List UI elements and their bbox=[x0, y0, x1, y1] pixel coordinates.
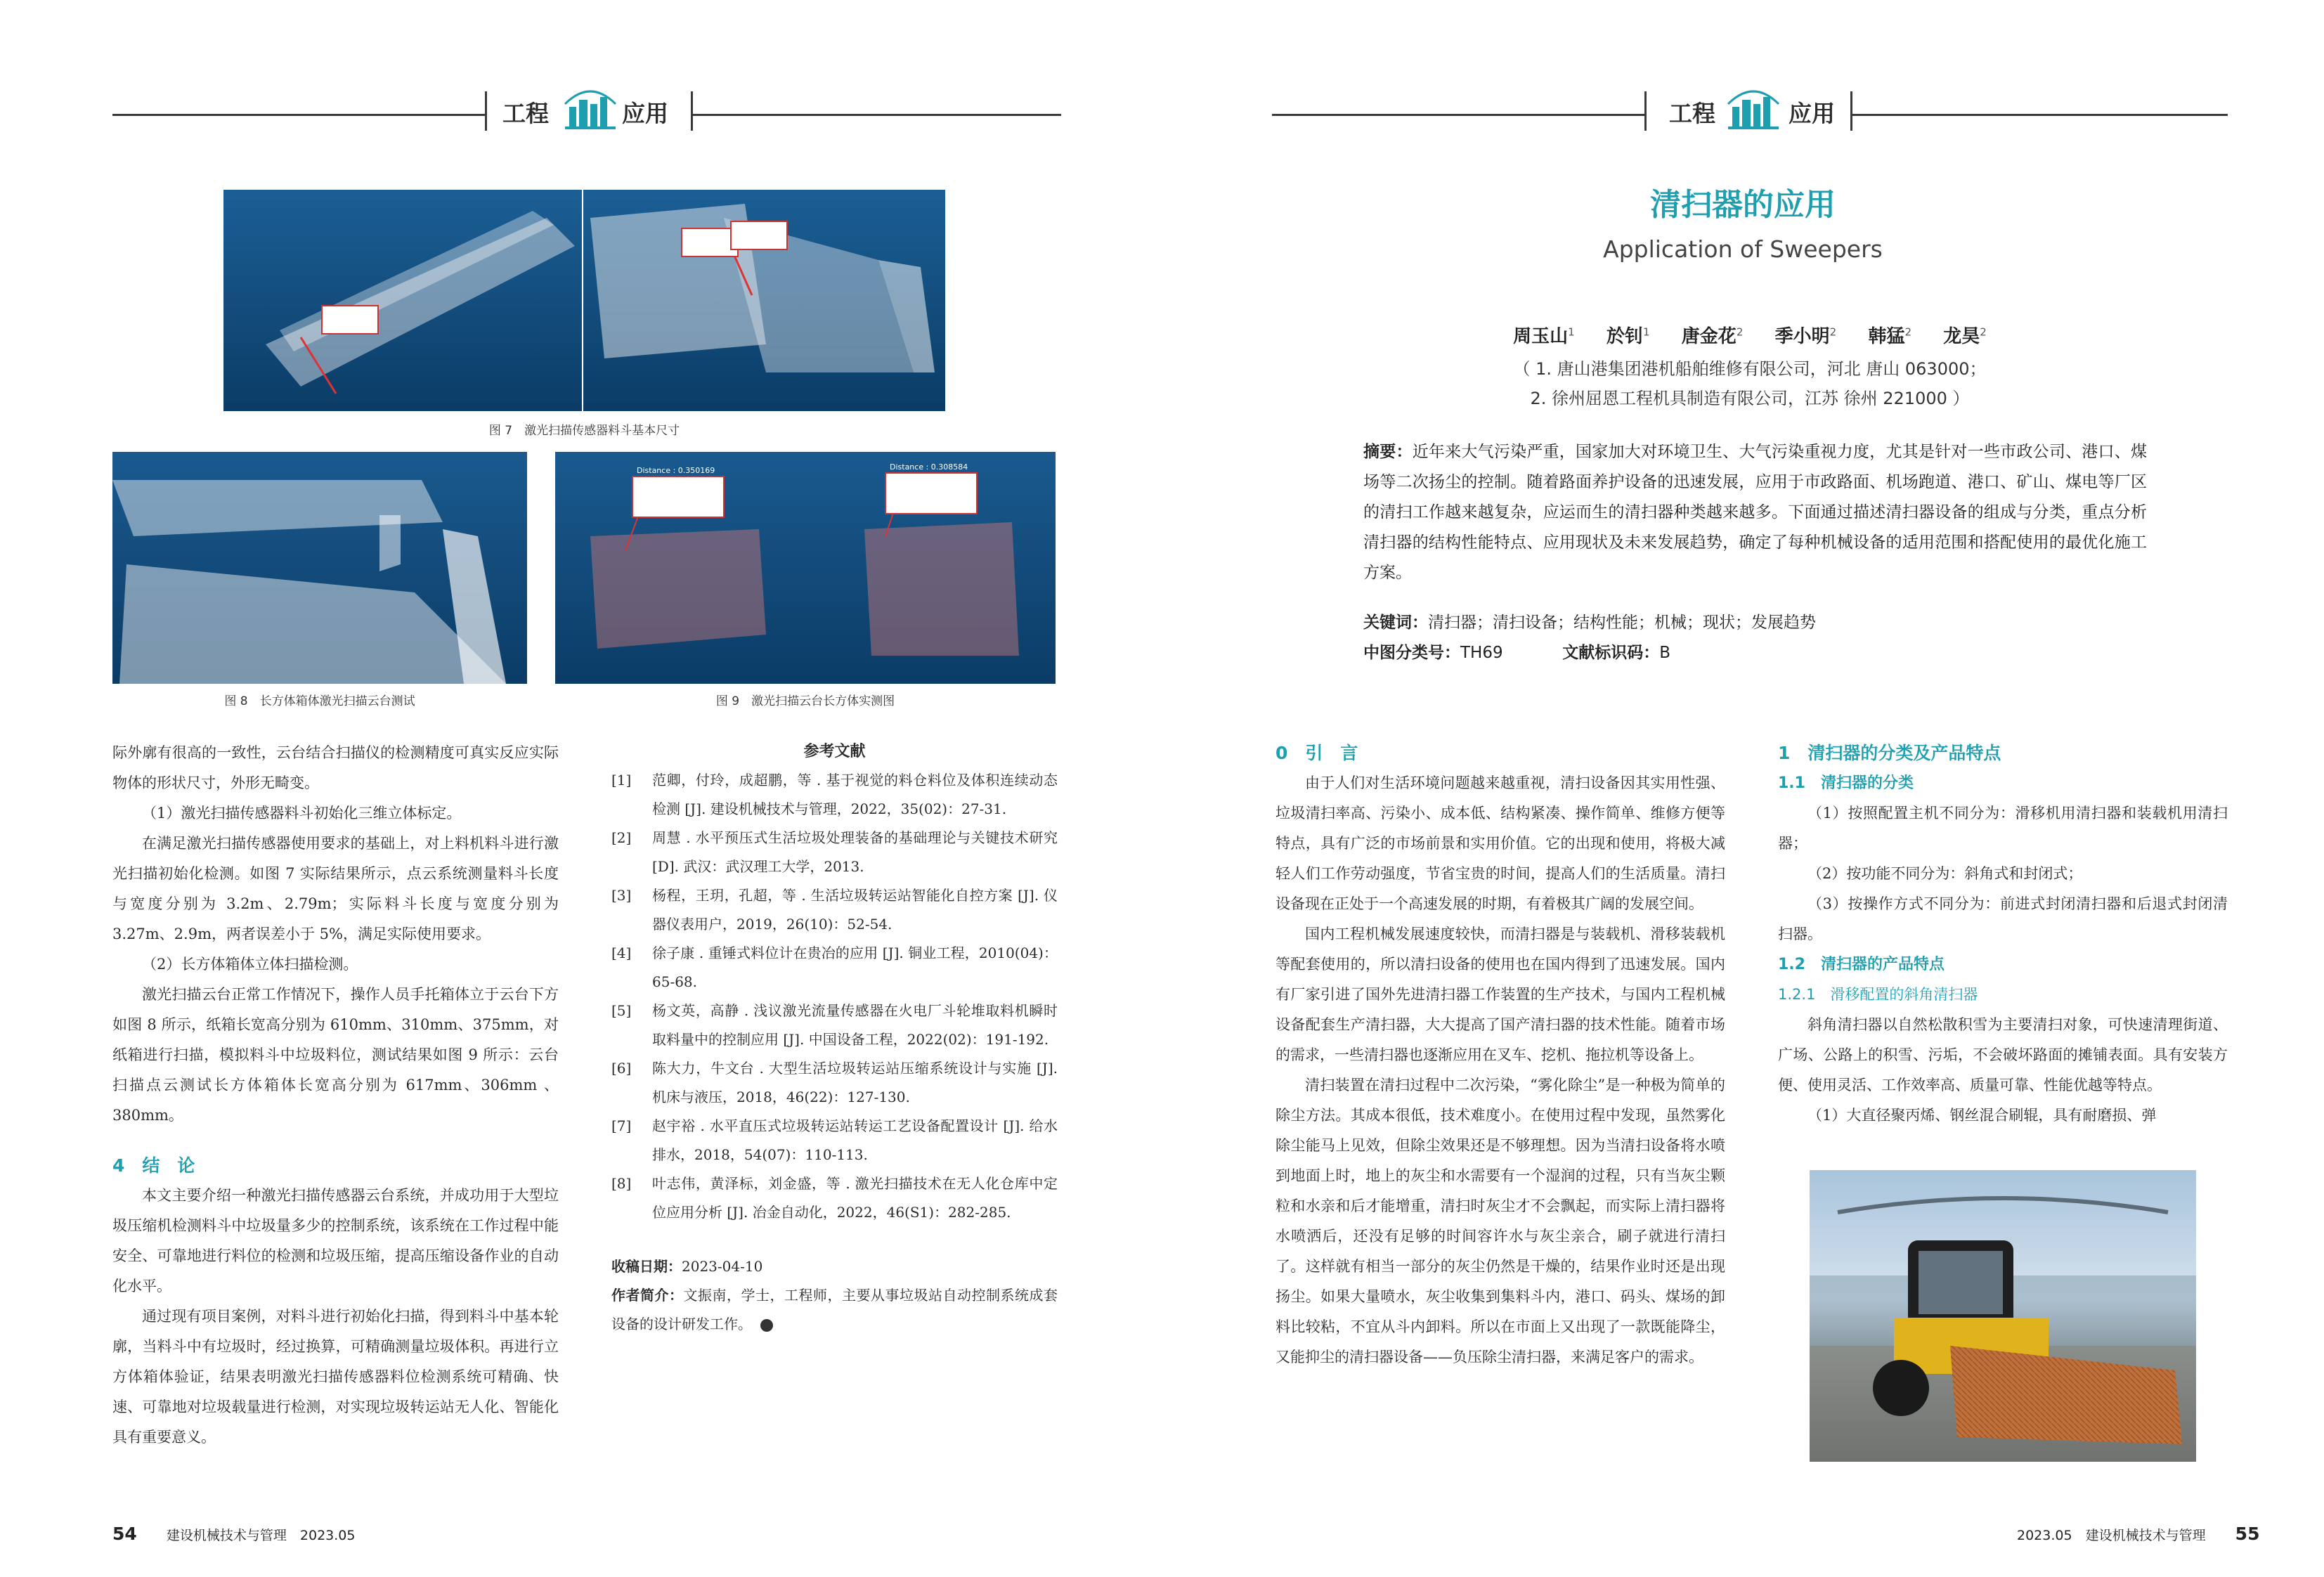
article-title-cn: 清扫器的应用 bbox=[1650, 187, 1836, 223]
header-label-left-2: 应用 bbox=[622, 100, 668, 127]
reference-number: [4] bbox=[611, 945, 632, 961]
reference-number: [8] bbox=[611, 1175, 632, 1192]
figure-8-caption: 图 8 长方体箱体激光扫描云台测试 bbox=[224, 694, 415, 708]
author-name: 唐金花 bbox=[1681, 326, 1736, 347]
reference-number: [6] bbox=[611, 1060, 632, 1077]
figure-9-box-b: Distance : 0.308584 bbox=[890, 462, 968, 472]
author-sup: 1 bbox=[1568, 325, 1575, 339]
author-bio-label: 作者简介： bbox=[611, 1287, 684, 1304]
author-sup: 2 bbox=[1980, 325, 1987, 339]
reference-text: 杨程，王玥，孔超，等 . 生活垃圾转运站智能化自控方案 [J]. 仪器仪表用户，2019，26(10)：52-54. bbox=[652, 887, 1058, 933]
right-column-1 bbox=[1275, 738, 1725, 1372]
reference-item bbox=[611, 1169, 1058, 1227]
reference-number: [7] bbox=[611, 1117, 632, 1134]
subsection-1-2-title: 1.2 清扫器的产品特点 bbox=[1778, 956, 1945, 973]
reference-text: 陈大力，牛文台 . 大型生活垃圾转运站压缩系统设计与实施 [J]. 机床与液压，2018，46(22)：127-130. bbox=[652, 1060, 1058, 1105]
header-label-right-1: 工程 bbox=[1669, 100, 1715, 127]
received-value: 2023-04-10 bbox=[682, 1258, 763, 1275]
conclusion-paragraph: 本文主要介绍一种激光扫描传感器云台系统，并成功用于大型垃圾压缩机检测料斗中垃圾量多少的控制系统，该系统在工作过程中能安全、可靠地进行料位的检测和垃圾压缩，提高压缩设备作业的自动化水平。 bbox=[112, 1187, 559, 1294]
author-sup: 2 bbox=[1736, 325, 1744, 339]
footer-right bbox=[2017, 1524, 2259, 1544]
header-rule-left-a bbox=[112, 114, 485, 116]
subsection-1-2-1-title: 1.2.1 滑移配置的斜角清扫器 bbox=[1778, 986, 1978, 1003]
intro-paragraph: 由于人们对生活环境问题越来越重视，清扫设备因其实用性强、垃圾清扫率高、污染小、成本低、结构紧凑、操作简单、维修方便等特点，具有广泛的市场前景和实用价值。它的出现和使用，将极大减轻人们工作劳动强度，节省宝贵的时间，提高人们的生活质量。清扫设备现在正处于一个高速发展的时期，有着极其广阔的发展空间。 bbox=[1275, 774, 1725, 912]
header-building-icon bbox=[562, 83, 618, 136]
sweeper-photo bbox=[1810, 1170, 2196, 1462]
author-list bbox=[1434, 322, 2066, 348]
classify-item: （1）按照配置主机不同分为：滑移机用清扫器和装载机用清扫器； bbox=[1778, 805, 2228, 852]
affiliation-2: 2. 徐州屈恩工程机具制造有限公司，江苏 徐州 221000 ） bbox=[1530, 389, 1970, 408]
journal-name-left: 建设机械技术与管理 2023.05 bbox=[166, 1528, 356, 1543]
left-column-1 bbox=[112, 738, 559, 1453]
keywords-text: 清扫器；清扫设备；结构性能；机械；现状；发展趋势 bbox=[1428, 614, 1816, 632]
author-sup: 2 bbox=[1904, 325, 1912, 339]
reference-item bbox=[611, 881, 1058, 939]
figure-9-caption: 图 9 激光扫描云台长方体实测图 bbox=[715, 694, 895, 708]
journal-name-right: 2023.05 建设机械技术与管理 bbox=[2017, 1528, 2206, 1543]
abstract-text: 近年来大气污染严重，国家加大对环境卫生、大气污染重视力度，尤其是针对一些市政公司、港口、煤场等二次扬尘的控制。随着路面养护设备的迅速发展，应用于市政路面、机场跑道、港口、矿山、煤电等厂区的清扫工作越来越复杂，应运而生的清扫器种类越来越多。下面通过描述清扫器设备的组成与分类，重点分析清扫器的结构性能特点、应用现状及未来发展趋势，确定了每种机械设备的适用范围和搭配使用的最优化施工方案。 bbox=[1363, 443, 2148, 582]
author-sup: 2 bbox=[1829, 325, 1837, 339]
reference-text: 叶志伟，黄泽标，刘金盛，等 . 激光扫描技术在无人化仓库中定位应用分析 [J]. 冶金自动化，2022，46(S1)：282-285. bbox=[652, 1175, 1058, 1221]
right-column-2 bbox=[1778, 738, 2228, 1131]
section-1-title: 1 清扫器的分类及产品特点 bbox=[1778, 743, 2001, 763]
intro-paragraph: 清扫装置在清扫过程中二次污染，“雾化除尘”是一种极为简单的除尘方法。其成本很低，技术难度小。在使用过程中发现，虽然雾化除尘能马上见效，但除尘效果还是不够理想。因为当清扫设备将水喷到地面上时，地上的灰尘和水需要有一个湿润的过程，只有当灰尘颗粒和水亲和后才能增重，清扫时灰尘才不会飘起，而实际上清扫器将水喷洒后，还没有足够的时间容许水与灰尘亲合，刷子就进行清扫了。这样就有相当一部分的灰尘仍然是干燥的，结果作业时还是出现扬尘。如果大量喷水，灰尘收集到集料斗内，港口、码头、煤场的卸料比较粘，不宜从斗内卸料。所以在市面上又出现了一款既能降尘，又能抑尘的清扫器设备——负压除尘清扫器，来满足客户的需求。 bbox=[1275, 1077, 1725, 1365]
figure-8 bbox=[112, 452, 527, 684]
page-number-left: 54 bbox=[112, 1524, 137, 1544]
references-title: 参考文献 bbox=[803, 743, 866, 760]
header-rule-right-b bbox=[1848, 114, 2228, 116]
intro-paragraph: 国内工程机械发展速度较快，而清扫器是与装载机、滑移装载机等配套使用的，所以清扫设备的使用也在国内得到了迅速发展。国内有厂家引进了国外先进清扫器工作装置的生产技术，与国内工程机械设备配套生产清扫器，大大提高了国产清扫器的技术性能。随着市场的需求，一些清扫器也逐渐应用在叉车、挖机、拖拉机等设备上。 bbox=[1275, 926, 1725, 1063]
author-name: 周玉山 bbox=[1513, 326, 1569, 347]
reference-item bbox=[611, 824, 1058, 881]
section-0-title: 0 引 言 bbox=[1275, 743, 1358, 763]
reference-text: 周慧 . 水平预压式生活垃圾处理装备的基础理论与关键技术研究 [D]. 武汉：武汉理工大学，2013. bbox=[652, 829, 1058, 875]
body-paragraph: （2）长方体箱体立体扫描检测。 bbox=[142, 956, 358, 973]
footer-left bbox=[112, 1524, 355, 1544]
page-number-right: 55 bbox=[2235, 1524, 2260, 1544]
figure-7a bbox=[223, 190, 582, 411]
affiliation-1: （ 1. 唐山港集团港机船舶维修有限公司，河北 唐山 063000； bbox=[1513, 359, 1987, 379]
reference-item bbox=[611, 997, 1058, 1054]
reference-number: [2] bbox=[611, 829, 632, 846]
received-date bbox=[611, 1252, 1058, 1281]
doc-code-label: 文献标识码： bbox=[1562, 644, 1660, 662]
reference-item bbox=[611, 766, 1058, 824]
abstract bbox=[1363, 437, 2147, 588]
classify-item: （2）按功能不同分为：斜角式和封闭式； bbox=[1807, 865, 2083, 882]
header-label-left-1: 工程 bbox=[502, 100, 549, 127]
doc-code-value: B bbox=[1659, 644, 1671, 662]
reference-text: 徐子康 . 重锤式料位计在贵冶的应用 [J]. 铜业工程，2010(04)：65-68. bbox=[652, 945, 1058, 990]
references-column bbox=[611, 738, 1058, 1339]
author-sup: 1 bbox=[1642, 325, 1650, 339]
reference-text: 杨文英，高静 . 浅议激光流量传感器在火电厂斗轮堆取料机瞬时取料量中的控制应用 [J]. 中国设备工程，2022(02)：191-192. bbox=[652, 1002, 1058, 1048]
figure-7b bbox=[583, 190, 945, 411]
feature-paragraph: 斜角清扫器以自然松散积雪为主要清扫对象，可快速清理街道、广场、公路上的积雪、污垢，不会破坏路面的摊铺表面。具有安装方便、使用灵活、工作效率高、质量可靠、性能优越等特点。 bbox=[1778, 1016, 2228, 1093]
keywords-label: 关键词： bbox=[1363, 614, 1428, 632]
figure-9 bbox=[555, 452, 1056, 684]
figure-7-caption: 图 7 激光扫描传感器料斗基本尺寸 bbox=[488, 424, 680, 438]
keywords bbox=[1363, 608, 2147, 638]
author-name: 韩猛 bbox=[1868, 326, 1905, 347]
reference-item bbox=[611, 1054, 1058, 1112]
reference-item bbox=[611, 939, 1058, 997]
classify-item: （3）按操作方式不同分为：前进式封闭清扫器和后退式封闭清扫器。 bbox=[1778, 895, 2228, 942]
body-paragraph: 在满足激光扫描传感器使用要求的基础上，对上料机料斗进行激光扫描初始化检测。如图 7 实际结果所示，点云系统测量料斗长度与宽度分别为 3.2m、2.79m；实际料斗长度与宽度分别为 3.27m、2.9m，两者误差小于 5%，满足实际使用要求。 bbox=[112, 835, 559, 942]
reference-number: [5] bbox=[611, 1002, 632, 1019]
reference-item bbox=[611, 1112, 1058, 1169]
body-paragraph: 激光扫描云台正常工作情况下，操作人员手托箱体立于云台下方如图 8 所示，纸箱长宽高分别为 610mm、310mm、375mm，对纸箱进行扫描，模拟料斗中垃圾料位，测试结果如图 9 所示：云台扫描点云测试长方体箱体长宽高分别为 617mm、306mm 、380mm。 bbox=[112, 986, 559, 1124]
subsection-1-1-title: 1.1 清扫器的分类 bbox=[1778, 774, 1914, 792]
clc-value: TH69 bbox=[1460, 644, 1503, 662]
author-bio-value: 文振南，学士，工程师，主要从事垃圾站自动控制系统成套设备的设计研发工作。 bbox=[611, 1287, 1058, 1332]
reference-number: [1] bbox=[611, 772, 632, 788]
body-paragraph: （1）激光扫描传感器料斗初始化三维立体标定。 bbox=[142, 805, 462, 822]
body-paragraph: 际外廓有很高的一致性，云台结合扫描仪的检测精度可真实反应实际物体的形状尺寸，外形无畸变。 bbox=[112, 744, 559, 791]
header-building-icon-right bbox=[1725, 83, 1781, 136]
received-label: 收稿日期： bbox=[611, 1258, 682, 1275]
reference-text: 范卿，付玲，成超鹏，等 . 基于视觉的料仓料位及体积连续动态检测 [J]. 建设机械技术与管理，2022，35(02)：27-31. bbox=[652, 772, 1058, 817]
end-mark-icon bbox=[760, 1319, 773, 1332]
abstract-label: 摘要： bbox=[1363, 443, 1413, 461]
clc-label: 中图分类号： bbox=[1363, 644, 1460, 662]
section-4-title: 4 结 论 bbox=[112, 1155, 195, 1176]
author-name: 龙昊 bbox=[1943, 326, 1980, 347]
header-rule-right-a bbox=[1272, 114, 1644, 116]
author-name: 於钊 bbox=[1606, 326, 1643, 347]
classification bbox=[1363, 638, 2147, 668]
feature-paragraph: （1）大直径聚丙烯、钢丝混合刷辊，具有耐磨损、弹 bbox=[1807, 1107, 2157, 1124]
header-rule-left-b bbox=[689, 114, 1061, 116]
conclusion-paragraph: 通过现有项目案例，对料斗进行初始化扫描，得到料斗中基本轮廓，当料斗中有垃圾时，经过换算，可精确测量垃圾体积。再进行立方体箱体验证，结果表明激光扫描传感器料位检测系统可精确、快速、可靠地对垃圾载量进行检测，对实现垃圾转运站无人化、智能化具有重要意义。 bbox=[112, 1308, 559, 1446]
reference-text: 赵宇裕 . 水平直压式垃圾转运站转运工艺设备配置设计 [J]. 给水排水，2018，54(07)：110-113. bbox=[652, 1117, 1058, 1163]
figure-9-box-a: Distance : 0.350169 bbox=[637, 466, 715, 475]
article-title-en: Application of Sweepers bbox=[1603, 235, 1883, 263]
header-label-right-2: 应用 bbox=[1789, 100, 1835, 127]
author-name: 季小明 bbox=[1774, 326, 1830, 347]
reference-number: [3] bbox=[611, 887, 632, 904]
author-bio bbox=[611, 1281, 1058, 1339]
